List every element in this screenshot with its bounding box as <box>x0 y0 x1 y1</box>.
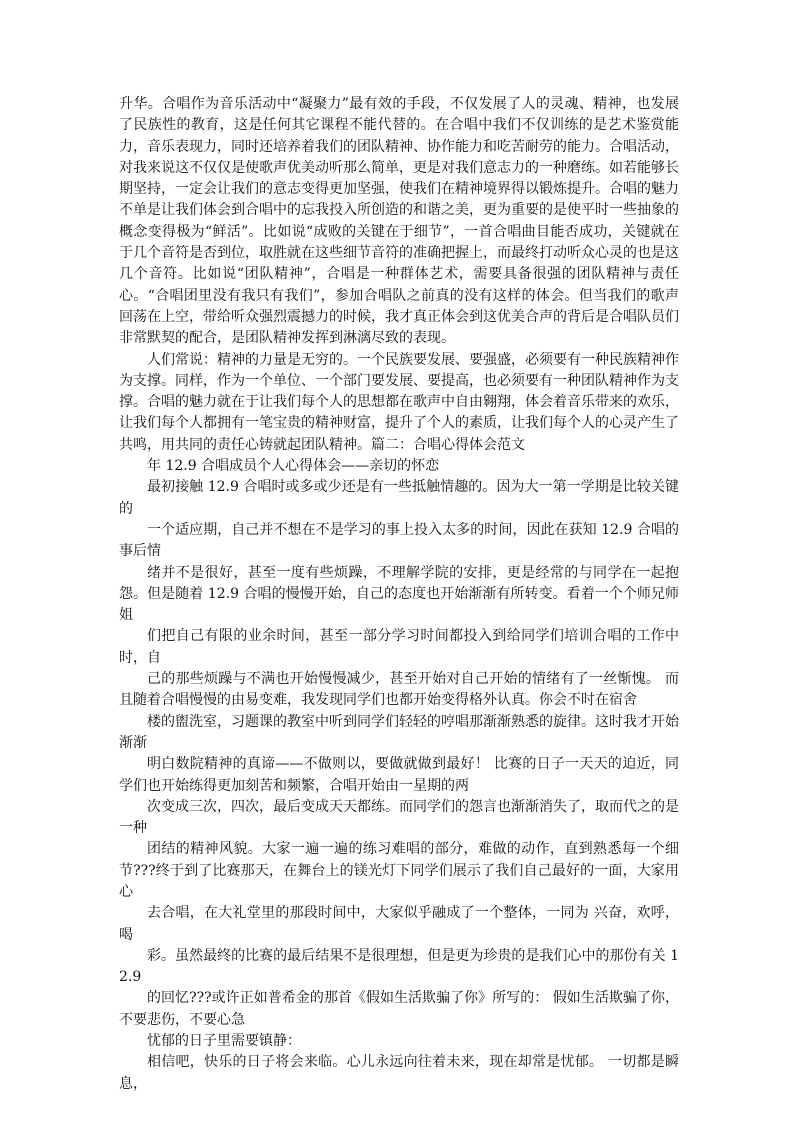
paragraph: 升华。合唱作为音乐活动中“凝聚力”最有效的手段，不仅发展了人的灵魂、精神，也发展了民族性的教育，这是任何其它课程不能代替的。在合唱中我们不仅训练的是艺术鉴赏能力，音乐表现力，同时还培养着我们的团队精神、协作能力和吃苦耐劳的能力。合唱活动，对我来说这不仅仅是使歌声优美动听那么简单，更是对我们意志力的一种磨练。如若能够长期坚持，一定会让我们的意志变得更加坚强，使我们在精神境界得以锻炼提升。合唱的魅力不单是让我们体会到合唱中的忘我投入所创造的和谐之美，更为重要的是使平时一些抽象的概念变得极为“鲜活”。比如说“成败的关键在于细节”，一首合唱曲目能否成功，关键就在于几个音符是否到位，取胜就在这些细节音符的准确把握上，而最终打动听众心灵的也是这几个音符。比如说“团队精神”，合唱是一种群体艺术，需要具备很强的团队精神与责任心。“合唱团里没有我只有我们”，参加合唱队之前真的没有这样的体会。但当我们的歌声回荡在上空，带给听众强烈震撼力的时候，我才真正体会到这优美合声的背后是合唱队员们非常默契的配合，是团队精神发挥到淋漓尽致的表现。 <box>119 96 679 347</box>
paragraph: 己的那些烦躁与不满也开始慢慢减少，甚至开始对自己开始的情绪有了一丝惭愧。 而且随着合唱慢慢的由易变难，我发现同学们也都开始变得格外认真。你会不时在宿舍 <box>119 671 679 709</box>
paragraph: 最初接触 12.9 合唱时或多或少还是有一些抵触情趣的。因为大一第一学期是比较关键的 <box>119 479 679 517</box>
paragraph: 们把自己有限的业余时间，甚至一部分学习时间都投入到给同学们培训合唱的工作中时，自 <box>119 628 679 666</box>
paragraph: 去合唱，在大礼堂里的那段时间中，大家似乎融成了一个整体，一同为 兴奋，欢呼，喝 <box>119 905 679 943</box>
paragraph: 一个适应期，自己并不想在不是学习的事上投入太多的时间，因此在获知 12.9 合唱的事后情 <box>119 521 679 560</box>
paragraph: 团结的精神风貌。大家一遍一遍的练习难唱的部分，难做的动作，直到熟悉每一个细节???终于到了比赛那天，在舞台上的镁光灯下同学们展示了我们自己最好的一面，大家用心 <box>119 841 679 900</box>
paragraph: 的回忆???或许正如普希金的那首《假如生活欺骗了你》所写的： 假如生活欺骗了你，不要悲伤，不要心急 <box>119 990 679 1028</box>
paragraph: 忧郁的日子里需要镇静： <box>147 1033 301 1050</box>
paragraph: 人们常说：精神的力量是无穷的。一个民族要发展、要强盛，必须要有一种民族精神作为支撑。同样，作为一个单位、一个部门要发展、要提高，也必须要有一种团队精神作为支撑。合唱的魅力就在于让我们每个人的思想都在歌声中自由翱翔，体会着音乐带来的欢乐，让我们每个人都拥有一笔宝贵的精神财富，提升了个人的素质，让我们每个人的心灵产生了共鸣，用共同的责任心铸就起团队精神。篇二：合唱心得体会范文 <box>119 351 679 453</box>
document-body <box>119 94 679 1095</box>
paragraph: 次变成三次，四次，最后变成天天都练。而同学们的怨言也渐渐消失了，取而代之的是一种 <box>119 798 679 837</box>
paragraph: 彩。虽然最终的比赛的最后结果不是很理想，但是更为珍贵的是我们心中的那份有关 12.9 <box>119 947 679 986</box>
paragraph: 相信吧，快乐的日子将会来临。心儿永远向往着未来，现在却常是忧郁。 一切都是瞬息， <box>119 1054 679 1092</box>
paragraph: 明白数院精神的真谛——不做则以，要做就做到最好！ 比赛的日子一天天的迫近，同学们也开始练得更加刻苦和频繁，合唱开始由一星期的两 <box>119 756 679 794</box>
paragraph: 年 12.9 合唱成员个人心得体会——亲切的怀恋 <box>147 458 440 475</box>
paragraph: 绪并不是很好，甚至一度有些烦躁，不理解学院的安排，更是经常的与同学在一起抱怨。但是随着 12.9 合唱的慢慢开始，自己的态度也开始渐渐有所转变。看着一个个师兄师姐 <box>119 564 679 624</box>
paragraph: 楼的盥洗室，习题课的教室中听到同学们轻轻的哼唱那渐渐熟悉的旋律。这时我才开始渐渐 <box>119 713 679 751</box>
